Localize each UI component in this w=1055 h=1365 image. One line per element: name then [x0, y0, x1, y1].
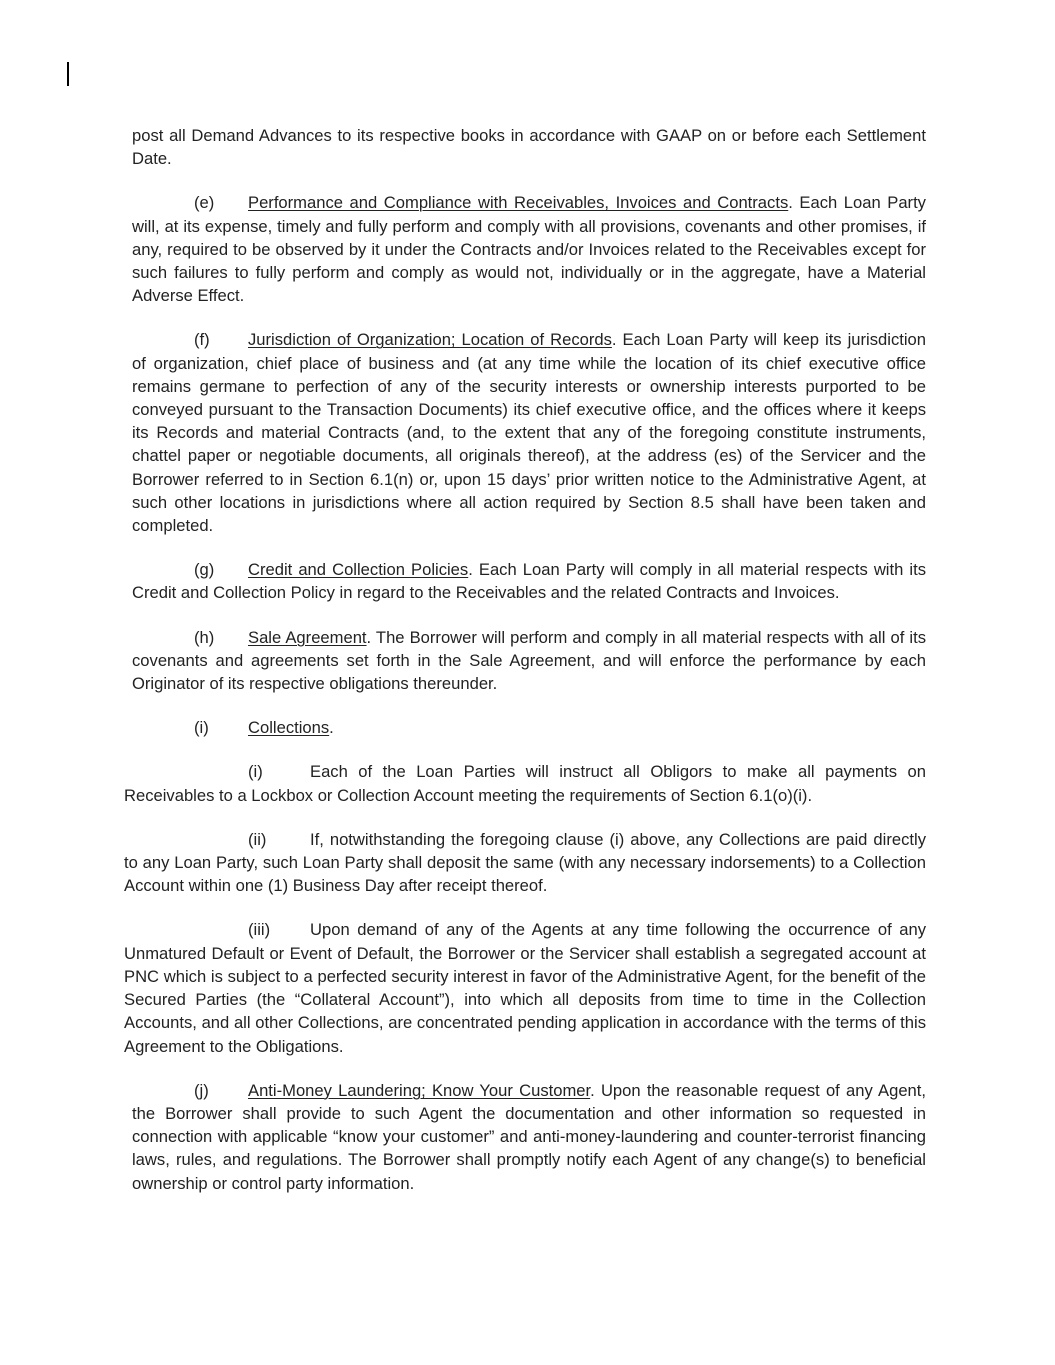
subsection-i-1-label: (i)	[248, 762, 263, 782]
section-i-label: (i)	[194, 718, 209, 738]
continuation-paragraph: post all Demand Advances to its respective books in accordance with GAAP on or before each Settlement Date.	[132, 126, 926, 169]
document-page	[124, 124, 927, 1216]
section-j	[132, 1079, 926, 1195]
subsection-i-1	[124, 760, 926, 806]
section-h-label: (h)	[194, 627, 215, 647]
section-g-heading: Credit and Collection Policies	[248, 560, 469, 580]
section-e-body: . Each Loan Party will, at its expense, timely and fully perform and comply with all provisions, covenants and other promises, if any, required to be observed by it under the Contracts and/or Invoices related to the Receivables except for such failures to fully perform and comply as would not, individually or in the aggregate, have a Material Adverse Effect.	[132, 193, 926, 306]
subsection-i-2-body: If, notwithstanding the foregoing clause (i) above, any Collections are paid directly to any Loan Party, such Loan Party shall deposit the same (with any necessary indorsements) to a Collection Account within one (1) Business Day after receipt thereof.	[124, 829, 926, 896]
section-h-heading: Sale Agreement	[248, 627, 367, 647]
section-g-body: . Each Loan Party will comply in all material respects with its Credit and Collection Policy in regard to the Receivables and the related Contracts and Invoices.	[132, 560, 926, 603]
section-g-label: (g)	[194, 560, 215, 580]
revision-bar	[67, 62, 69, 86]
subsection-i-3-body: Upon demand of any of the Agents at any time following the occurrence of any Unmatured Default or Event of Default, the Borrower or the Servicer shall establish a segregated account at PNC which is subject to a perfected security interest in favor of the Administrative Agent, for the benefit of the Secured Parties (the “Collateral Account”), into which all deposits from time to time in the Collection Accounts, and all other Collections, are concentrated pending application in accordance with the terms of this Agreement to the Obligations.	[124, 920, 926, 1056]
section-j-body: . Upon the reasonable request of any Agent, the Borrower shall provide to such Agent the documentation and other information so requested in connection with applicable “know your customer” and anti-money-laundering and counter-terrorist financing laws, rules, and regulations. The Borrower shall promptly notify each Agent of any change(s) to beneficial ownership or control party information.	[132, 1080, 927, 1193]
subsection-i-3-label: (iii)	[248, 920, 271, 940]
section-i	[132, 716, 926, 739]
section-j-label: (j)	[194, 1080, 209, 1100]
section-f-heading: Jurisdiction of Organization; Location of Records	[248, 330, 612, 350]
section-e-label: (e)	[194, 193, 215, 213]
section-f	[132, 328, 926, 537]
section-e-heading: Performance and Compliance with Receivables, Invoices and Contracts	[248, 193, 789, 213]
section-h-body: . The Borrower will perform and comply in all material respects with all of its covenants and agreements set forth in the Sale Agreement, and will enforce the performance by each Originator of its respective obligations thereunder.	[132, 627, 927, 694]
section-j-heading: Anti-Money Laundering; Know Your Customer	[248, 1080, 591, 1100]
section-f-label: (f)	[194, 330, 210, 350]
subsection-i-2	[124, 828, 926, 898]
subsection-i-2-label: (ii)	[248, 829, 267, 849]
section-g	[132, 558, 926, 604]
subsection-i-3	[124, 918, 926, 1057]
section-i-heading: Collections	[248, 718, 330, 738]
section-h	[132, 626, 926, 696]
section-e	[132, 191, 926, 307]
section-i-body: .	[329, 718, 334, 738]
section-f-body: . Each Loan Party will keep its jurisdiction of organization, chief place of business and (at any time while the location of its chief executive office remains germane to perfection of any of the security interests or ownership interests purported to be conveyed pursuant to the Transaction Documents) its chief executive office, and the offices where it keeps its Records and material Contracts (and, to the extent that any of the foregoing constitute instruments, chattel paper or negotiable documents, all originals thereof), at the address (es) of the Servicer and the Borrower referred to in Section 6.1(n) or, upon 15 days’ prior written notice to the Administrative Agent, at such other locations in jurisdictions where all action required by Section 8.5 shall have been taken and completed.	[132, 330, 926, 536]
subsection-i-1-body: Each of the Loan Parties will instruct all Obligors to make all payments on Receivables to a Lockbox or Collection Account meeting the requirements of Section 6.1(o)(i).	[124, 762, 926, 805]
